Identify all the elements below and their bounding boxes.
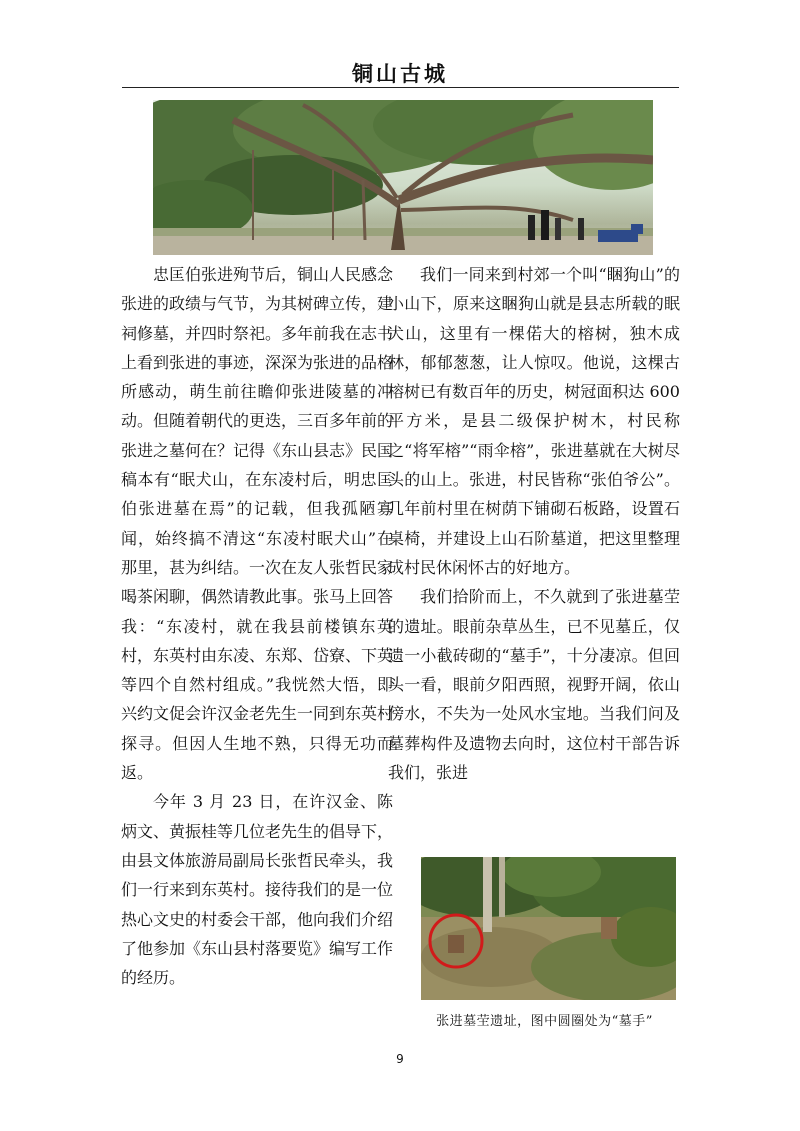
right-text-column: [388, 260, 680, 787]
figure-caption: 张进墓茔遗址，图中圆圈处为“墓手”: [436, 1014, 653, 1029]
left-text-column: [121, 260, 393, 992]
paragraph: 今年 3 月 23 日，在许汉金、陈炳文、黄振桂等几位老先生的倡导下，由县文体旅游局副局长张哲民牵头，我们一行来到东英村。接待我们的是一位热心文史的村委会干部，他向我们介绍了他参加《东山县村落要览》编写工作的经历。: [121, 792, 394, 988]
banyan-tree-photo: [153, 100, 653, 255]
page-number: 9: [396, 1052, 404, 1066]
tomb-site-illustration: [421, 857, 676, 1000]
paragraph: 忠匡伯张进殉节后，铜山人民感念张进的政绩与气节，为其树碑立传，建祠修墓，并四时祭祀。多年前我在志书上看到张进的事迹，深深为张进的品格所感动，萌生前往瞻仰张进陵墓的冲动。但随着朝代的更迭，三百多年前的张进之墓何在？记得《东山县志》民国稿本有“眠犬山，在东凌村后，明忠匡伯张进墓在焉”的记载，但我孤陋寡闻，始终搞不清这“东凌村眠犬山”在那里，甚为纠结。一次在友人张哲民家喝茶闲聊，偶然请教此事。张马上回答我：“东凌村，就在我县前楼镇东英村，东英村由东凌、东郑、岱寮、下英等四个自然村组成。”我恍然大悟，即兴约文促会许汉金老先生一同到东英村探寻。但因人生地不熟，只得无功而返。: [121, 265, 394, 783]
page-header-title: 铜山古城: [352, 61, 448, 86]
paragraph: 我们一同来到村郊一个叫“睏狗山”的小山下，原来这睏狗山就是县志所载的眠犬山，这里有一棵偌大的榕树，独木成林，郁郁葱葱，让人惊叹。他说，这棵古榕树已有数百年的历史，树冠面积达 600 平方米，是县二级保护树木，村民称之“将军榕”“雨伞榕”，张进墓就在大树尽头的山上。张进，村民皆称“张伯爷公”。几年前村里在树荫下铺砌石板路，设置石桌椅，并建设上山石阶墓道，把这里整理成村民休闲怀古的好地方。: [388, 265, 680, 577]
header-divider: [122, 87, 679, 88]
tomb-site-photo: [421, 857, 676, 1000]
paragraph: 我们拾阶而上，不久就到了张进墓茔的遗址。眼前杂草丛生，已不见墓丘，仅遗一小截砖砌的“墓手”，十分凄凉。但回头一看，眼前夕阳西照，视野开阔，依山傍水，不失为一处风水宝地。当我们问及墓葬构件及遗物去向时，这位村干部告诉我们，张进: [388, 587, 680, 783]
banyan-tree-illustration: [153, 100, 653, 255]
